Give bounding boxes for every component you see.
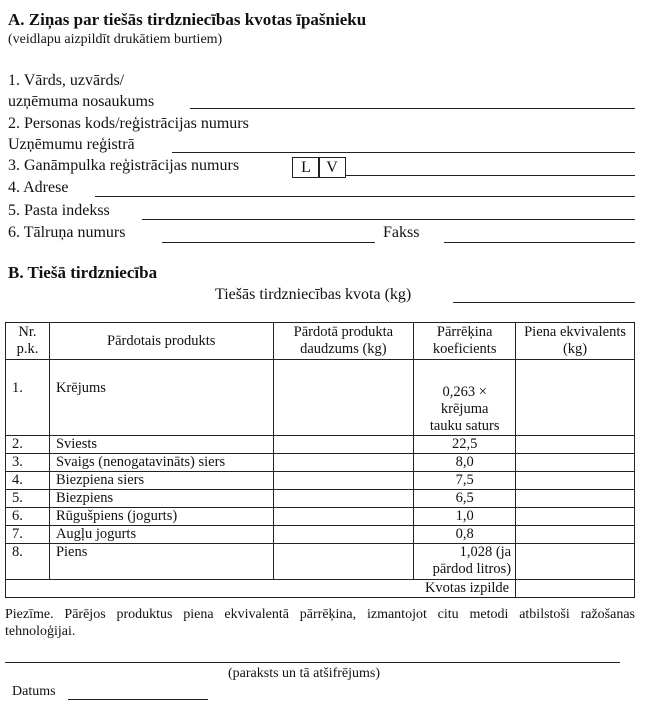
row-equivalent-input[interactable] [516, 472, 635, 490]
row-equivalent-input[interactable] [516, 526, 635, 544]
row-quantity-input[interactable] [273, 360, 414, 436]
table-row [6, 360, 635, 436]
total-equivalent-input[interactable] [516, 580, 635, 598]
header-equivalent: Piena ekvivalents (kg) [516, 323, 635, 360]
quota-label: Tiešās tirdzniecības kvota (kg) [215, 286, 412, 303]
address-label: 4. Adrese [8, 179, 69, 196]
name-label-2: uzņēmuma nosaukums [8, 93, 155, 110]
address-field[interactable] [95, 196, 635, 197]
row-coefficient: 1,0 [414, 508, 516, 526]
herd-number-field[interactable] [345, 175, 635, 176]
table-row [6, 490, 635, 508]
row-coefficient: 8,0 [414, 454, 516, 472]
row-coefficient: 0,8 [414, 526, 516, 544]
header-product: Pārdotais produkts [49, 323, 273, 360]
herd-label: 3. Ganāmpulka reģistrācijas numurs [8, 157, 240, 174]
table-row [6, 508, 635, 526]
name-field[interactable] [190, 108, 635, 109]
row-nr: 5. [6, 490, 50, 508]
row-nr: 1. [6, 360, 50, 436]
products-table [5, 322, 635, 598]
phone-label: 6. Tālruņa numurs [8, 224, 126, 241]
row-coefficient: 7,5 [414, 472, 516, 490]
row-quantity-input[interactable] [273, 526, 414, 544]
section-b-title: B. Tiešā tirdzniecība [8, 263, 158, 282]
name-label-1: 1. Vārds, uzvārds/ [8, 72, 125, 89]
registration-code-field[interactable] [172, 152, 635, 153]
row-quantity-input[interactable] [273, 472, 414, 490]
herd-prefix-l: L [292, 157, 320, 178]
row-nr: 2. [6, 436, 50, 454]
row-equivalent-input[interactable] [516, 508, 635, 526]
code-label-2: Uzņēmumu reģistrā [8, 136, 135, 153]
row-quantity-input[interactable] [273, 508, 414, 526]
row-coefficient: 22,5 [414, 436, 516, 454]
table-row [6, 544, 635, 580]
fax-field[interactable] [444, 242, 635, 243]
section-a-subtitle: (veidlapu aizpildīt drukātiem burtiem) [8, 32, 223, 47]
section-a-title: A. Ziņas par tiešās tirdzniecības kvotas īpašnieku [8, 10, 367, 29]
date-label: Datums [12, 684, 56, 699]
table-row [6, 436, 635, 454]
row-equivalent-input[interactable] [516, 454, 635, 472]
row-quantity-input[interactable] [273, 544, 414, 580]
quota-field[interactable] [453, 302, 635, 303]
code-label-1: 2. Personas kods/reģistrācijas numurs [8, 115, 249, 132]
postal-field[interactable] [142, 219, 635, 220]
row-quantity-input[interactable] [273, 490, 414, 508]
table-row [6, 454, 635, 472]
table-row [6, 472, 635, 490]
row-equivalent-input[interactable] [516, 490, 635, 508]
footnote: Piezīme. Pārējos produktus piena ekvivalentā pārrēķina, izmantojot citu metodi atbilstoši ražošanas tehnoloģijai. [5, 607, 635, 639]
row-nr: 8. [6, 544, 50, 580]
fax-label: Fakss [383, 224, 420, 241]
row-product: Svaigs (nenogatavināts) siers [49, 454, 273, 472]
row-product: Biezpiens [49, 490, 273, 508]
date-field[interactable] [68, 699, 208, 700]
row-equivalent-input[interactable] [516, 360, 635, 436]
herd-prefix-v: V [318, 157, 346, 178]
row-quantity-input[interactable] [273, 454, 414, 472]
row-nr: 3. [6, 454, 50, 472]
row-product: Rūgušpiens (jogurts) [49, 508, 273, 526]
signature-field[interactable] [5, 662, 620, 663]
postal-label: 5. Pasta indekss [8, 202, 110, 219]
table-total-row [6, 580, 635, 598]
row-coefficient: 1,028 (ja pārdod litros) [414, 544, 516, 580]
row-equivalent-input[interactable] [516, 544, 635, 580]
row-product: Augļu jogurts [49, 526, 273, 544]
signature-caption: (paraksts un tā atšifrējums) [228, 666, 381, 681]
row-coefficient: 6,5 [414, 490, 516, 508]
table-header-row [6, 323, 635, 360]
row-product: Krējums [49, 360, 273, 436]
header-nr: Nr. p.k. [6, 323, 50, 360]
row-equivalent-input[interactable] [516, 436, 635, 454]
header-coefficient: Pārrēķina koeficients [414, 323, 516, 360]
row-product: Biezpiena siers [49, 472, 273, 490]
row-product: Sviests [49, 436, 273, 454]
phone-field[interactable] [162, 242, 375, 243]
table-row [6, 526, 635, 544]
row-nr: 6. [6, 508, 50, 526]
row-quantity-input[interactable] [273, 436, 414, 454]
row-product: Piens [49, 544, 273, 580]
row-coefficient: 0,263 × krējuma tauku saturs [414, 360, 516, 436]
row-nr: 4. [6, 472, 50, 490]
header-quantity: Pārdotā produkta daudzums (kg) [273, 323, 414, 360]
total-label: Kvotas izpilde [6, 580, 516, 598]
row-nr: 7. [6, 526, 50, 544]
